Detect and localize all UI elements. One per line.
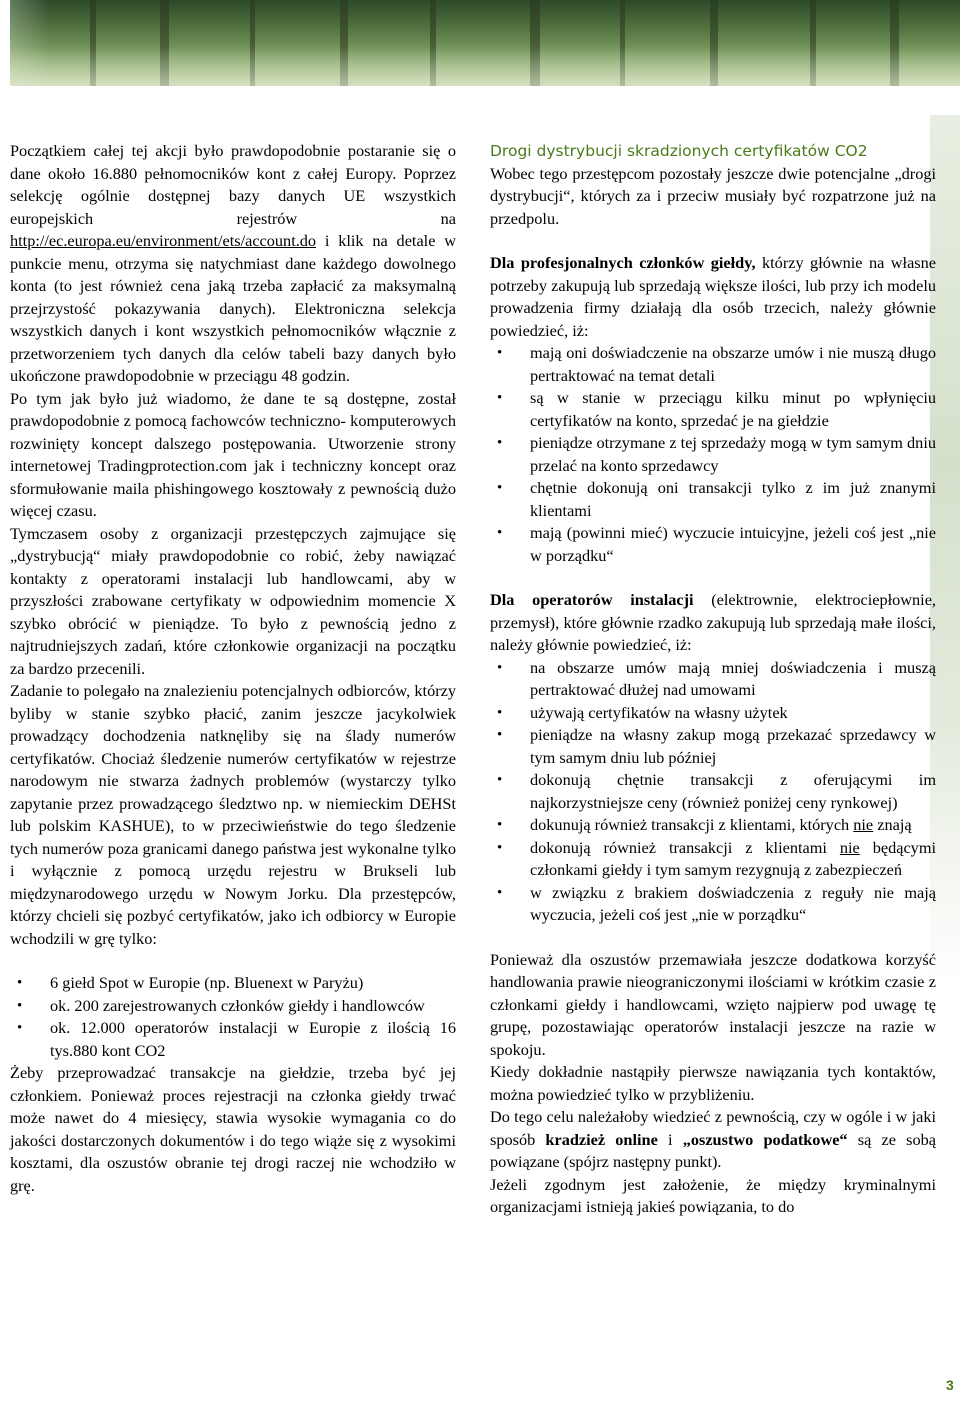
operators-list <box>490 657 936 927</box>
paragraph-task: Zadanie to polegało na znalezieniu potencjalnych odbiorców, którzy byliby w stanie szybko płacić, zanim jeszcze jacykolwiek prowadzący dochodzenia natknęliby się na ślady numerów certyfikatów. Chociaż śledzenie numerów certyfikatów w rejestrze narodowym nie stwarza żadnych problemów (wystarczy tylko zapytanie przez prowadzącego śledztwo np. w niemieckim DEHSt lub polskim KASHUE), to w przeciwieństwie do tego śledzenie tych numerów poza granicami danego państwa jest wykonalne tylko i wyłącznie z pomocą urzędu rejestru w Brukseli lub międzynarodowego urzędu w Nowym Jorku. Dla przestępców, którzy chcieli się pozbyć certyfikatów, jako ich odbiorcy w Europie wchodzili w grę tylko: <box>10 681 456 948</box>
list-item: • ok. 12.000 operatorów instalacji w Europie z ilością 16 tys.880 kont CO2 <box>10 1017 456 1062</box>
paragraph-concept: Po tym jak było już wiadomo, że dane te są dostępne, został prawdopodobnie z pomocą fachowców techniczno- komputerowych rozwinięty koncept dalszego postępowania. Utworzenie strony internetowej Tradingprotection.com jak i techniczny koncept oraz sformułowanie maila phishingowego kosztowały z pewnością dużo więcej czasu. <box>10 388 456 520</box>
registry-link[interactable]: http://ec.europa.eu/environment/ets/account.do <box>10 231 317 250</box>
paragraph-intro: Początkiem całej tej akcji było prawdopodobnie postaranie się o dane około 16.880 pełnomocników kont z całej Europy. Poprzez selekcję ogólnie dostępnej bazy danych UE wszystkich europejskich rejestrów na http://ec.europa.eu/environment/ets/account.do i klik na detale w punkcie menu, otrzyma się natychmiast dane każdego dowolnego konta (to jest również cena jaką trzeba zapłacić za maksymalną przejrzystość pokazywania danych). Elektroniczna selekcja wszystkich danych i kont wszystkich pełnomocników włącznie z przetworzeniem tych danych dla celów tabeli bazy danych było ukończone prawdopodobnie w przeciągu 48 godzin. <box>10 141 456 385</box>
paragraph-channels: Wobec tego przestępcom pozostały jeszcze dwie potencjalne „drogi dystrybucji“, których za i przeciw musiały być rozpatrzone już na przedpolu. <box>490 163 936 228</box>
recipients-list <box>10 972 456 1062</box>
paragraph-organizations: Jeżeli zgodnym jest założenie, że między kryminalnymi organizacjami istnieją jakieś powiązania, to do <box>490 1174 936 1216</box>
paragraph-distribution: Tymczasem osoby z organizacji przestępczych zajmujące się „dystrybucją“ miały prawdopodobnie co robić, żeby nawiązać kontakty z operatorami instalacji lub handlowcami, aby w przyszłości zrabowane certyfikaty w odpowiednim momencie X szybko obrócić w pieniądze. To było z pewnością jedno z najtrudniejszych zadań, które członkowie organizacji na początku za bardzo przecenili. <box>10 523 456 678</box>
list-item: • na obszarze umów mają mniej doświadczenia i muszą pertraktować dłużej nad umowami <box>490 657 936 702</box>
paragraph-operators: Dla operatorów instalacji (elektrownie, elektrociepłownie, przemysł), które głównie rzadko zakupują lub sprzedają małe ilości, należy głównie powiedzieć, iż: <box>490 590 936 654</box>
list-item: • pieniądze na własny zakup mogą przekazać sprzedawcy w tym samym dniu lub później <box>490 724 936 769</box>
list-item: • dokonują również transakcji z klientami nie będącymi członkami giełdy i tym samym rezygnują z zabezpieczeń <box>490 837 936 882</box>
paragraph-fraud: Do tego celu należałoby wiedzieć z pewnością, czy w ogóle i w jaki sposób kradzież online i „oszustwo podatkowe“ są ze sobą powiązane (spójrz następny punkt). <box>490 1107 936 1171</box>
paragraph-exchange: Żeby przeprowadzać transakcje na giełdzie, trzeba być jej członkiem. Ponieważ proces rejestracji na członka giełdy trwać może nawet do 4 miesięcy, stawia wysokie wymagania co do jakości dostarczonych dokumentów i do tego wiąże się z wysokimi kosztami, dla oszustów obranie tej drogi raczej nie wchodziło w grę. <box>10 1063 456 1195</box>
list-item: • pieniądze otrzymane z tej sprzedaży mogą w tym samym dniu przelać na konto sprzedawcy <box>490 432 936 477</box>
list-item: • używają certyfikatów na własny użytek <box>490 702 936 725</box>
list-item: • są w stanie w przeciągu kilku minut po wpłynięciu certyfikatów na konto, sprzedać je na giełdzie <box>490 387 936 432</box>
forest-header-image <box>10 0 960 86</box>
list-item: • dokunują również transakcji z klientami, których nie znają <box>490 814 936 837</box>
list-item: • chętnie dokonują oni transakcji tylko z im już znanymi klientami <box>490 477 936 522</box>
paragraph-contacts: Kiedy dokładnie nastąpiły pierwsze nawiązania tych kontaktów, można powiedzieć tylko w przybliżeniu. <box>490 1062 936 1104</box>
paragraph-members: Dla profesjonalnych członków giełdy, którzy głównie na własne potrzeby zakupują lub sprzedają większe ilości, lub przy ich modelu prowadzenia firmy działają dla osób trzecich, należy głównie powiedzieć, iż: <box>490 253 936 340</box>
list-item: • ok. 200 zarejestrowanych członków giełdy i handlowców <box>10 995 456 1018</box>
left-column <box>10 140 456 1197</box>
list-item: • w związku z brakiem doświadczenia z reguły nie mają wyczucia, jeżeli coś jest „nie w porządku“ <box>490 882 936 927</box>
list-item: • mają (powinni mieć) wyczucie intuicyjne, jeżeli coś jest „nie w porządku“ <box>490 522 936 567</box>
members-list <box>490 342 936 567</box>
section-heading: Drogi dystrybucji skradzionych certyfikatów CO2 <box>490 142 868 160</box>
right-column <box>490 140 936 1219</box>
list-item: • mają oni doświadczenie na obszarze umów i nie muszą długo pertraktować na temat detali <box>490 342 936 387</box>
list-item: • dokonują chętnie transakcji z oferującymi im najkorzystniejsze ceny (również poniżej ceny rynkowej) <box>490 769 936 814</box>
paragraph-advantage: Ponieważ dla oszustów przemawiała jeszcze dodatkowa korzyść handlowania prawie nieograniczonymi ilościami w krótkim czasie z członkami giełdy i handlowcami, wzięto najpierw pod uwagę tę grupę, pozostawiając operatorów instalacji jeszcze na razie w spokoju. <box>490 949 936 1059</box>
list-item: • 6 giełd Spot w Europie (np. Bluenext w Paryżu) <box>10 972 456 995</box>
page-number: 3 <box>946 1377 954 1393</box>
